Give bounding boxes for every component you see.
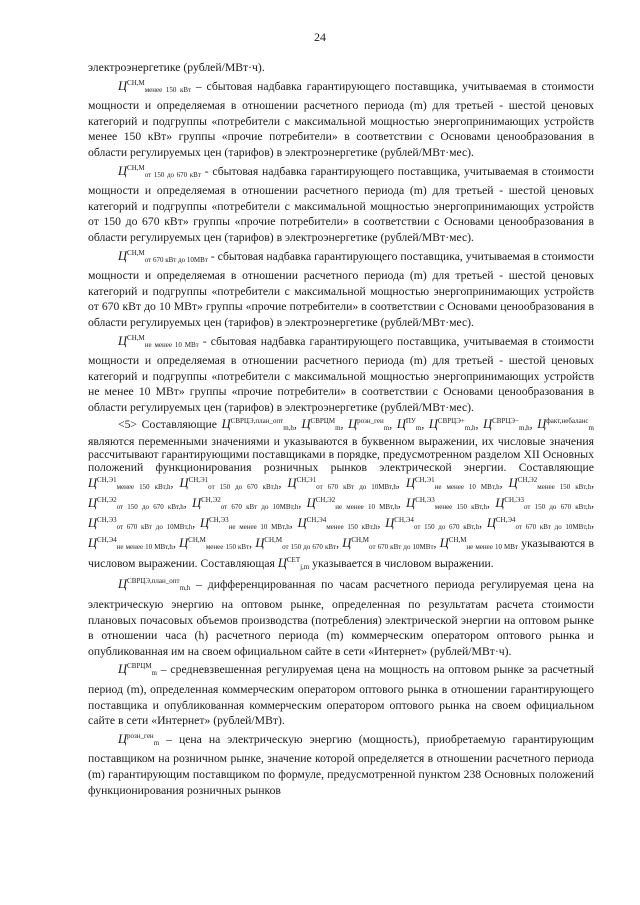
- paragraph-2: $Ц^{СН,М}_{от 150 до 670 кВт}$ - сбытовая надбавка гарантирующего поставщика, учитываемая в стоимости мощности и определяемая в отношении расчетного периода (m) для третьей - шестой ценовых категорий и подгруппы «потребители с максимальной мощностью энергопринимающих устройств от 150 до 670 кВт» группы «прочие потребители» в соответствии с Основами ценообразования в области регулируемых цен (тарифов) в электроэнергетике (рублей/МВт·мес).: [88, 163, 594, 244]
- paragraph-4: $Ц^{СН,М}_{не менее 10 МВт}$ - сбытовая надбавка гарантирующего поставщика, учитываемая в стоимости мощности и определяемая в отношении расчетного периода (m) для третьей - шестой ценовых категорий и подгруппы «потребители с максимальной мощностью энергопринимающих устройств не менее 10 МВт» группы «прочие потребители» в соответствии с Основами ценообразования в области регулируемых цен (тарифов) в электроэнергетике (рублей/МВт·мес).: [88, 333, 594, 414]
- formula-symbol: $Ц^{СН,Э4}_{менее 150 кВт,h}$: [297, 516, 378, 532]
- formula-symbol: $Ц^{розн\_ген}_m$: [118, 731, 160, 747]
- paragraph-7: $Ц^{СВРЦМ}_m$ – средневзвешенная регулируемая цена на мощность на оптовом рынке за расчетный период (m), определенная коммерческим оператором оптового рынка в отношении гарантирующего поставщика и опубликованная коммерческим оператором оптового рынка на своем официальном сайте в сети «Интернет» (рублей/МВт).: [88, 662, 594, 728]
- formula-symbol: $Ц^{СВРЦЭ,план\_опт}_{m,h}$: [118, 577, 191, 593]
- document-text: [88, 60, 594, 798]
- formula-symbol: $Ц^{СН,Э3}_{от 150 до 670 кВт,h}$: [495, 496, 592, 512]
- formula-symbol: $Ц^{СН,Э4}_{от 670 кВт до 10МВт,h}$: [486, 516, 592, 532]
- formula-symbol: $Ц^{СН,Э2}_{не менее 10 МВт,h}$: [306, 496, 398, 512]
- formula-symbol: $Ц^{СН,Э2}_{от 670 кВт до 10МВт,h}$: [192, 496, 299, 512]
- formula-symbol: $Ц^{СН,Э2}_{от 150 до 670 кВт,h}$: [88, 496, 184, 512]
- formula-symbol: $Ц^{СВРЦМ}_m$: [118, 662, 157, 678]
- page-number: 24: [314, 30, 326, 44]
- formula-symbol: $Ц^{розн\_ген}_m$: [348, 417, 390, 433]
- formula-symbol: $Ц^{СВРЦМ}_m$: [301, 417, 341, 433]
- formula-symbol: $Ц^{СН,М}_{от 670 кВт до 10МВт}$: [118, 248, 208, 264]
- paragraph-5: <5> Составляющие $Ц^{СВРЦЭ,план\_опт}_{m,h}$, $Ц^{СВРЦМ}_m$, $Ц^{розн\_ген}_m$, $Ц^{ПУ}_m$, $Ц^{СВРЦЭ+}_{m,h}$, $Ц^{СВРЦЭ-}_{m,h}$, $Ц^{факт,небаланс}_m$ являются переменными значениями и указываются в буквенном выражении, их числовые значения рассчитывают гарантирующими поставщиками в порядке, предусмотренном разделом XII Основных положений функционирования розничных рынков электрической энергии. Составляющие $Ц^{СН,Э1}_{менее 150 кВт,h}$, $Ц^{СН,Э1}_{от 150 до 670 кВт,h}$, $Ц^{СН,Э1}_{от 670 кВт до 10МВт,h}$, $Ц^{СН,Э1}_{не менее 10 МВт,h}$, $Ц^{СН,Э2}_{менее 150 кВт,h}$, $Ц^{СН,Э2}_{от 150 до 670 кВт,h}$, $Ц^{СН,Э2}_{от 670 кВт до 10МВт,h}$, $Ц^{СН,Э2}_{не менее 10 МВт,h}$, $Ц^{СН,Э3}_{менее 150 кВт,h}$, $Ц^{СН,Э3}_{от 150 до 670 кВт,h}$, $Ц^{СН,Э3}_{от 670 кВт до 10МВт,h}$, $Ц^{СН,Э3}_{не менее 10 МВт,h}$, $Ц^{СН,Э4}_{менее 150 кВт,h}$, $Ц^{СН,Э4}_{от 150 до 670 кВт,h}$, $Ц^{СН,Э4}_{от 670 кВт до 10МВт,h}$, $Ц^{СН,Э4}_{не менее 10 МВт,h}$, $Ц^{СН,М}_{менее 150 кВт}$, $Ц^{СН,М}_{от 150 до 670 кВт}$, $Ц^{СН,М}_{от 670 кВт до 10МВт}$, $Ц^{СН,М}_{не менее 10 МВт}$ указываются в числовом выражении. Составляющая $Ц^{СЕТ}_{j,m}$ указывается в числовом выражении.: [88, 417, 595, 572]
- formula-symbol: $Ц^{СН,Э3}_{менее 150 кВт,h}$: [406, 496, 488, 512]
- formula-symbol: $Ц^{СН,Э2}_{менее 150 кВт,h}$: [508, 476, 592, 492]
- formula-symbol: $Ц^{СН,Э1}_{от 150 до 670 кВт,h}$: [179, 476, 279, 492]
- formula-symbol: $Ц^{СН,Э4}_{не менее 10 МВт,h}$: [88, 536, 173, 552]
- formula-symbol: $Ц^{СН,М}_{не менее 10 МВт}$: [118, 333, 199, 349]
- formula-symbol: $Ц^{СН,Э3}_{не менее 10 МВт,h}$: [200, 516, 290, 532]
- formula-symbol: $Ц^{СН,Э3}_{от 670 кВт до 10МВт,h}$: [88, 516, 193, 532]
- paragraph-0: электроэнергетике (рублей/МВт·ч).: [88, 61, 265, 74]
- formula-symbol: $Ц^{СН,М}_{от 670 кВт до 10МВт}$: [342, 536, 434, 552]
- paragraph-6: $Ц^{СВРЦЭ,план\_опт}_{m,h}$ – дифференцированная по часам расчетного периода регулируемая цена на электрическую энергию на оптовом рынке, определенная по результатам расчета стоимости плановых почасовых объемов производства (потребления) электрической энергии на оптовом рынке в отношении часа (h) расчетного периода (m) коммерческим оператором оптового рынка и опубликованная им на своем официальном сайте в сети «Интернет» (рублей/МВт·ч).: [88, 577, 594, 658]
- paragraph-8: $Ц^{розн\_ген}_m$ – цена на электрическую энергию (мощность), приобретаемую гарантирующим поставщиком на розничном рынке, значение которой определяется в отношении расчетного периода (m) гарантирующим поставщиком по формуле, предусмотренной пунктом 238 Основных положений функционирования розничных рынков: [88, 731, 594, 797]
- formula-symbol: $Ц^{СН,Э4}_{от 150 до 670 кВт,h}$: [385, 516, 480, 532]
- formula-symbol: $Ц^{факт,небаланс}_m$: [537, 417, 594, 433]
- formula-symbol: $Ц^{СН,М}_{менее 150 кВт}$: [179, 536, 250, 552]
- paragraph-3: $Ц^{СН,М}_{от 670 кВт до 10МВт}$ - сбытовая надбавка гарантирующего поставщика, учитываемая в стоимости мощности и определяемая в отношении расчетного периода (m) для третьей - шестой ценовых категорий и подгруппы «потребители с максимальной мощностью энергопринимающих устройств от 670 кВт до 10 МВт» группы «прочие потребители» в соответствии с Основами ценообразования в области регулируемых цен (тарифов) в электроэнергетике (рублей/МВт·мес).: [88, 248, 594, 329]
- formula-symbol: $Ц^{СН,М}_{от 150 до 670 кВт}$: [255, 536, 337, 552]
- formula-symbol: $Ц^{СН,Э1}_{от 670 кВт до 10МВт,h}$: [287, 476, 397, 492]
- formula-symbol: $Ц^{ПУ}_m$: [396, 417, 422, 433]
- formula-symbol: $Ц^{СН,М}_{не менее 10 МВт}$: [439, 536, 518, 552]
- formula-symbol: $Ц^{СВРЦЭ+}_{m,h}$: [428, 417, 476, 433]
- formula-symbol: $Ц^{СВРЦЭ-}_{m,h}$: [483, 417, 530, 433]
- formula-symbol: $Ц^{СН,Э1}_{не менее 10 МВт,h}$: [405, 476, 500, 492]
- formula-symbol: $Ц^{СВРЦЭ,план\_опт}_{m,h}$: [221, 417, 294, 433]
- formula-symbol: $Ц^{СЕТ}_{j,m}$: [277, 556, 310, 572]
- paragraph-1: $Ц^{СН,М}_{менее 150 кВт}$ – сбытовая надбавка гарантирующего поставщика, учитываемая в стоимости мощности и определяемая в отношении расчетного периода (m) для третьей - шестой ценовых категорий и подгруппы «потребители с максимальной мощностью энергопринимающих устройств менее 150 кВт» группы «прочие потребители» в соответствии с Основами ценообразования в области регулируемых цен (тарифов) в электроэнергетике (рублей/МВт·мес).: [88, 78, 594, 159]
- formula-symbol: $Ц^{СН,М}_{от 150 до 670 кВт}$: [118, 163, 201, 179]
- formula-symbol: $Ц^{СН,Э1}_{менее 150 кВт,h}$: [88, 476, 171, 492]
- formula-symbol: $Ц^{СН,М}_{менее 150 кВт}$: [118, 78, 192, 94]
